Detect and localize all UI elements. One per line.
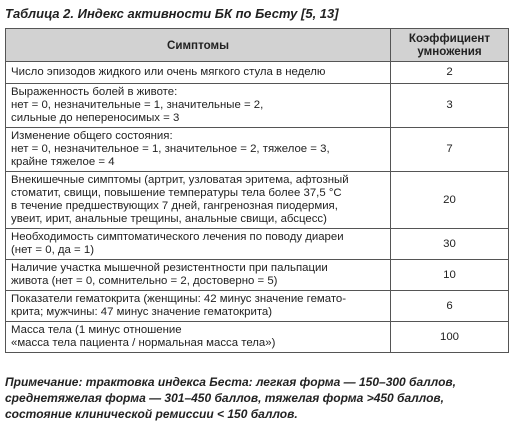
symptom-line: стоматит, свищи, повышение температуры тела более 37,5 °С [11, 187, 342, 199]
symptom-cell [6, 62, 391, 84]
table-row [6, 322, 509, 353]
coefficient-cell: 100 [391, 322, 509, 353]
symptom-line: (нет = 0, да = 1) [11, 244, 94, 256]
symptom-cell [6, 291, 391, 322]
coefficient-cell: 2 [391, 62, 509, 84]
best-index-table [5, 28, 509, 353]
symptom-line: нет = 0, незначительное = 1, значительное = 2, тяжелое = 3, [11, 143, 330, 155]
symptom-line: живота (нет = 0, сомнительно = 2, достоверно = 5) [11, 275, 278, 287]
header-coefficient [391, 29, 509, 62]
table-row [6, 172, 509, 229]
symptom-line: нет = 0, незначительные = 1, значительные = 2, [11, 99, 264, 111]
note-line: среднетяжелая форма — 301–450 баллов, тяжелая форма >450 баллов, [5, 391, 444, 405]
symptom-line: Изменение общего состояния: [11, 130, 173, 142]
symptom-line: в течение предшествующих 7 дней, гангренозная пиодермия, [11, 200, 338, 212]
symptom-line: крита; мужчины: 47 минус значение гематокрита) [11, 306, 273, 318]
table-row [6, 229, 509, 260]
coefficient-cell: 7 [391, 128, 509, 172]
table-row [6, 84, 509, 128]
symptom-cell [6, 260, 391, 291]
symptom-line: Число эпизодов жидкого или очень мягкого стула в неделю [11, 66, 326, 78]
coefficient-cell: 6 [391, 291, 509, 322]
symptom-line: сильные до непереносимых = 3 [11, 112, 180, 124]
coefficient-cell: 3 [391, 84, 509, 128]
symptom-line: «масса тела пациента / нормальная масса тела») [11, 337, 276, 349]
note-line: состояние клинической ремиссии < 150 баллов. [5, 407, 298, 421]
symptom-line: увеит, ирит, анальные трещины, анальные свищи, абсцесс) [11, 213, 327, 225]
header-coef-line: умножения [417, 45, 482, 58]
table-row [6, 291, 509, 322]
symptom-line: Наличие участка мышечной резистентности при пальпации [11, 262, 328, 274]
table-header-row [6, 29, 509, 62]
symptom-line: Показатели гематокрита (женщины: 42 минус значение гемато- [11, 293, 347, 305]
symptom-cell [6, 229, 391, 260]
symptom-cell [6, 128, 391, 172]
symptom-line: Масса тела (1 минус отношение [11, 324, 182, 336]
coefficient-cell: 10 [391, 260, 509, 291]
table-row [6, 62, 509, 84]
table-row [6, 128, 509, 172]
symptom-line: Внекишечные симптомы (артрит, узловатая эритема, афтозный [11, 174, 349, 186]
symptom-cell [6, 172, 391, 229]
table-note [5, 374, 510, 422]
coefficient-cell: 30 [391, 229, 509, 260]
coefficient-cell: 20 [391, 172, 509, 229]
symptom-cell [6, 84, 391, 128]
symptom-line: Выраженность болей в животе: [11, 86, 178, 98]
table-row [6, 260, 509, 291]
note-line: Примечание: трактовка индекса Беста: легкая форма — 150–300 баллов, [5, 375, 456, 389]
table-title: Таблица 2. Индекс активности БК по Бесту [5, 13] [5, 6, 339, 21]
symptom-line: Необходимость симптоматического лечения по поводу диареи [11, 231, 344, 243]
header-symptoms: Симптомы [6, 29, 391, 62]
symptom-line: крайне тяжелое = 4 [11, 156, 115, 168]
header-coef-line: Коэффициент [408, 32, 491, 45]
symptom-cell [6, 322, 391, 353]
